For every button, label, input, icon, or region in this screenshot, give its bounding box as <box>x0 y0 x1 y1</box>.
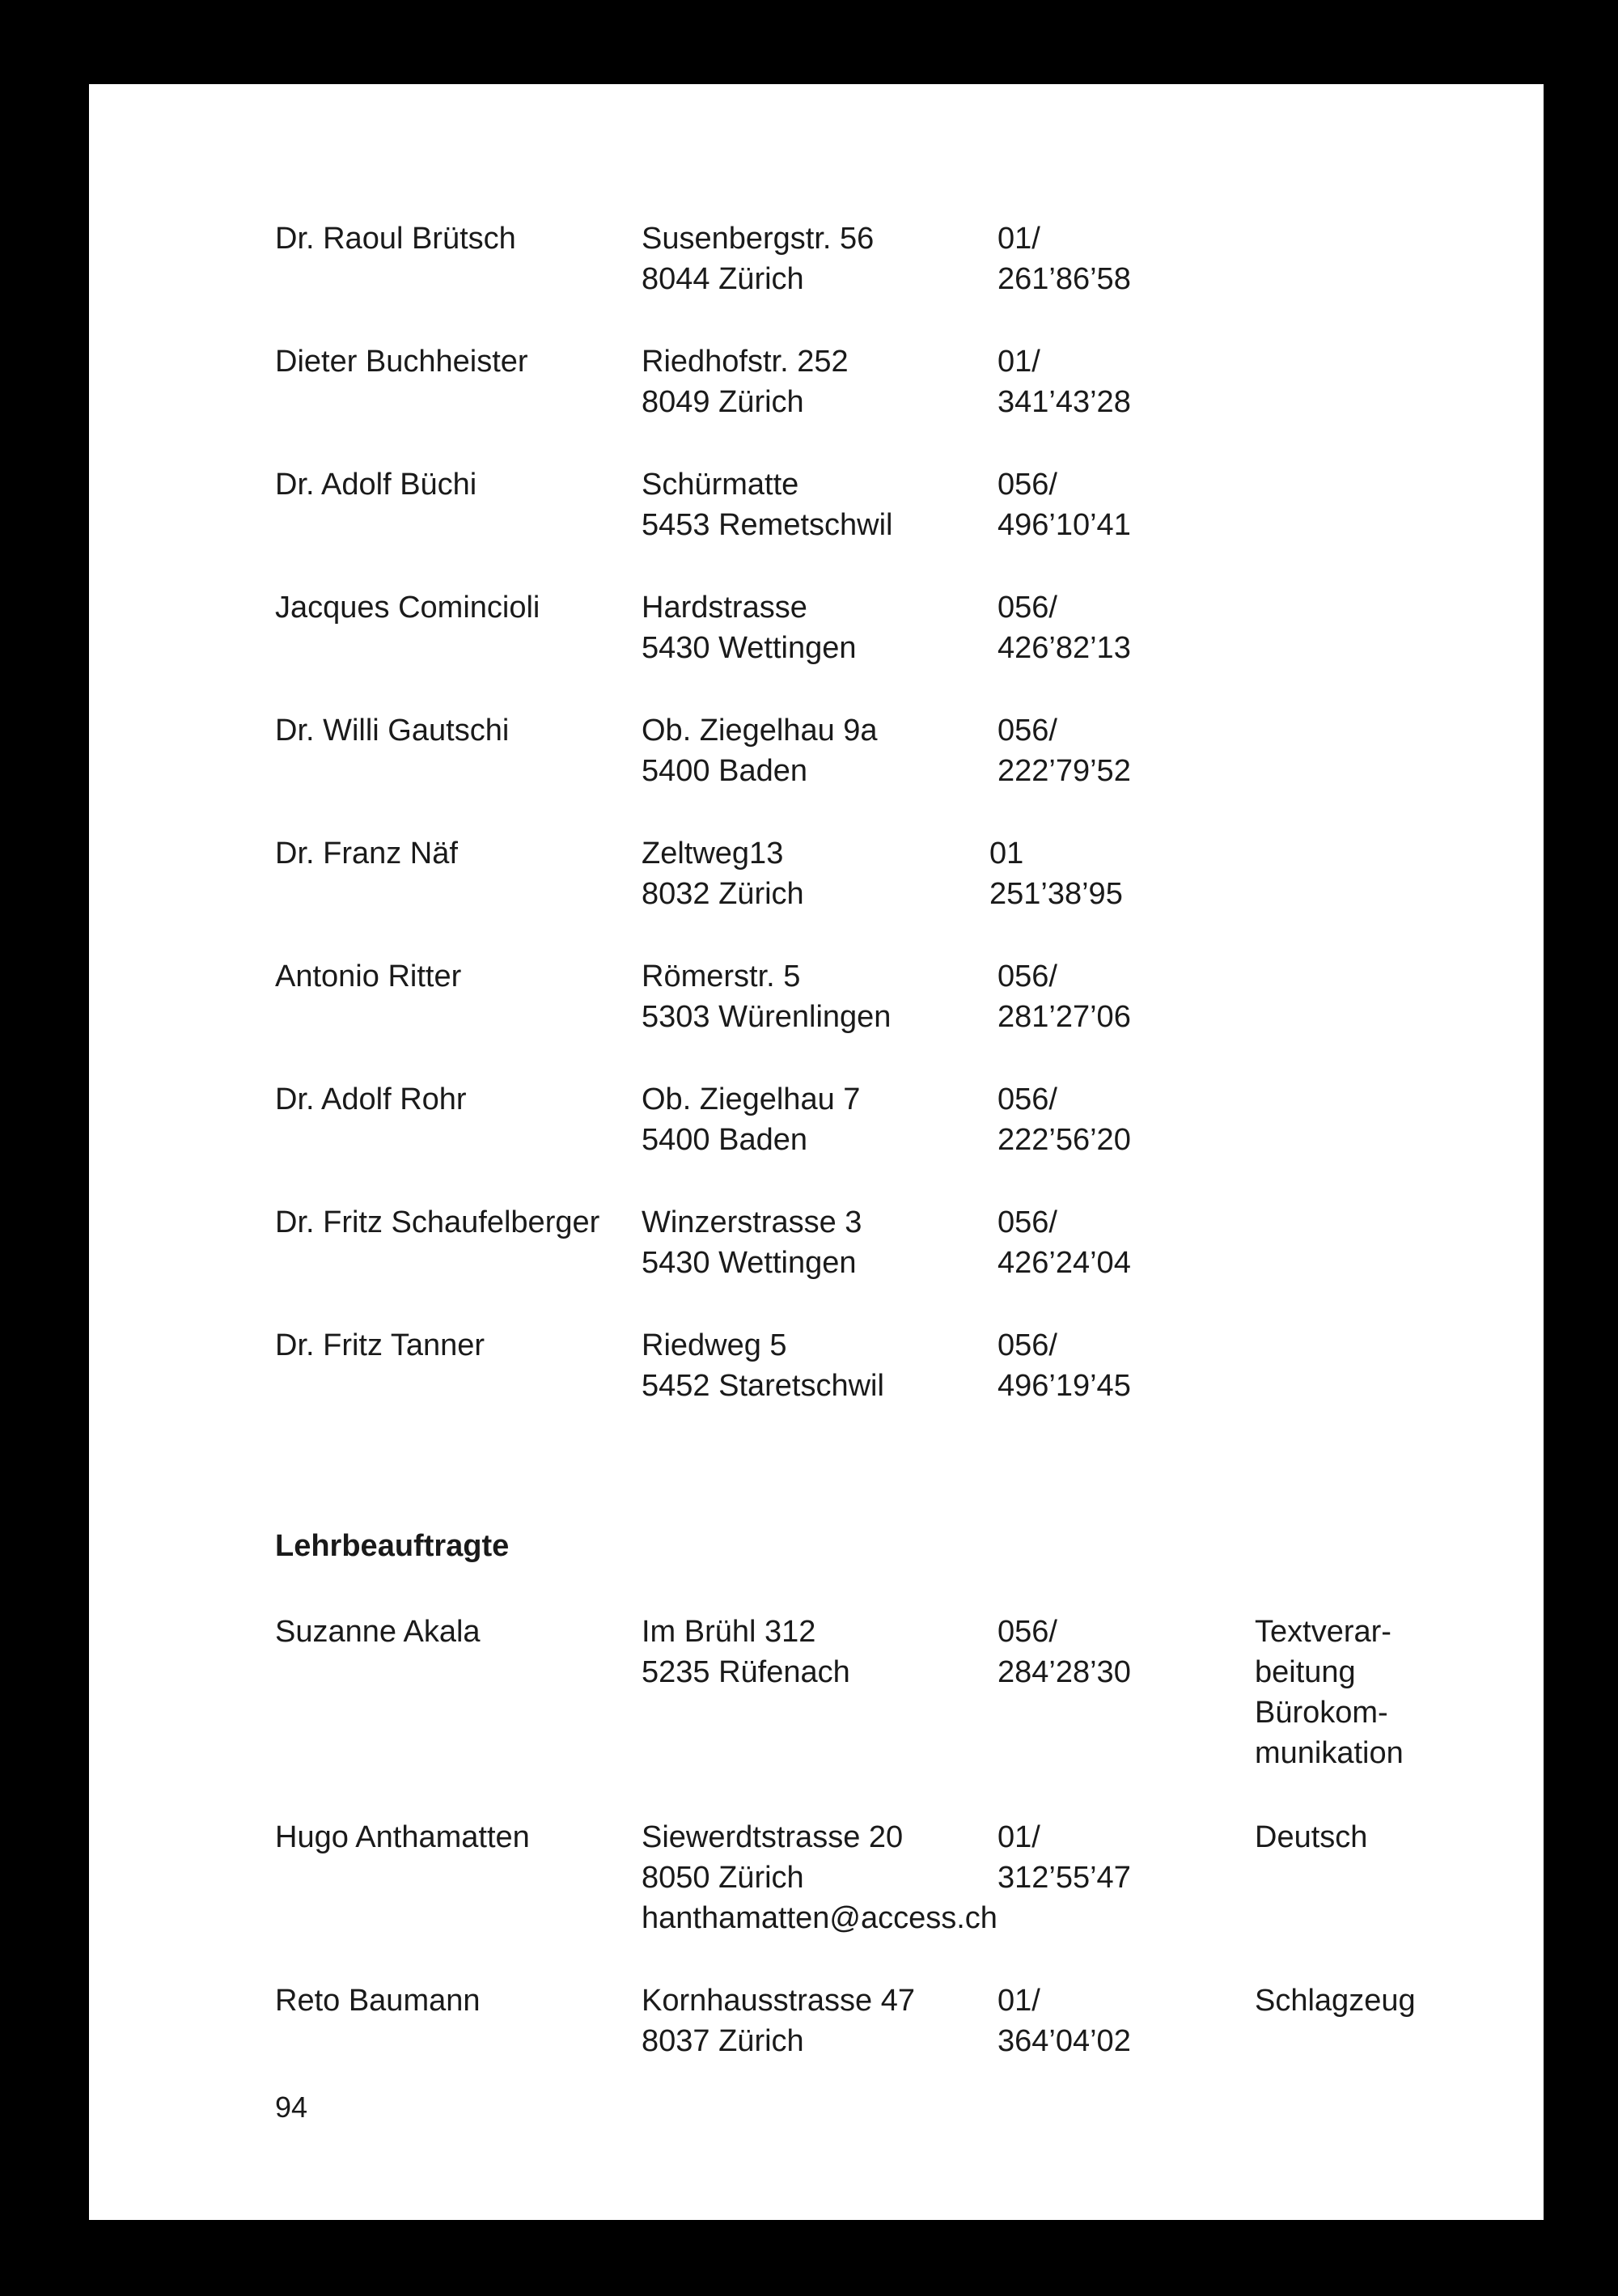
entry-city: 5400 Baden <box>642 1123 807 1157</box>
list-item <box>89 218 1544 307</box>
entry-city: 5452 Staretschwil <box>642 1369 884 1403</box>
entry-name: Jacques Comincioli <box>275 591 540 625</box>
entry-street: Ob. Ziegelhau 9a <box>642 714 878 748</box>
teacher-email: hanthamatten@access.ch <box>642 1901 997 1935</box>
teacher-area-code: 01/ <box>997 1820 1040 1854</box>
teacher-area-code: 056/ <box>997 1615 1057 1649</box>
entry-street: Zeltweg13 <box>642 837 784 871</box>
entry-area-code: 056/ <box>997 1082 1057 1116</box>
entry-city: 8044 Zürich <box>642 262 804 296</box>
entry-city: 5430 Wettingen <box>642 1246 857 1280</box>
teacher-subject: Bürokom- <box>1255 1696 1388 1730</box>
entry-street: Ob. Ziegelhau 7 <box>642 1082 861 1116</box>
list-item <box>89 1079 1544 1168</box>
teacher-city: 5235 Rüfenach <box>642 1655 850 1689</box>
page-number: 94 <box>275 2091 308 2124</box>
entry-street: Römerstr. 5 <box>642 959 801 993</box>
entry-name: Dr. Adolf Büchi <box>275 468 477 502</box>
entry-street: Susenbergstr. 56 <box>642 222 875 256</box>
teacher-street: Im Brühl 312 <box>642 1615 816 1649</box>
entry-street: Riedhofstr. 252 <box>642 345 849 379</box>
entry-phone: 281’27’06 <box>997 1000 1131 1034</box>
entry-name: Dr. Adolf Rohr <box>275 1082 467 1116</box>
teacher-street: Kornhausstrasse 47 <box>642 1984 915 2018</box>
teacher-area-code: 01/ <box>997 1984 1040 2018</box>
list-item <box>89 1817 1544 1947</box>
teacher-subject: beitung <box>1255 1655 1356 1689</box>
teacher-city: 8050 Zürich <box>642 1861 804 1895</box>
entry-street: Winzerstrasse 3 <box>642 1205 862 1239</box>
entry-area-code: 056/ <box>997 1328 1057 1362</box>
entry-area-code: 056/ <box>997 714 1057 748</box>
entry-city: 5453 Remetschwil <box>642 508 893 542</box>
entry-name: Dieter Buchheister <box>275 345 528 379</box>
teacher-phone: 364’04’02 <box>997 2024 1131 2058</box>
section-heading: Lehrbeauftragte <box>275 1529 510 1563</box>
entry-phone: 426’82’13 <box>997 631 1131 665</box>
entry-city: 8032 Zürich <box>642 877 804 911</box>
entry-area-code: 01/ <box>997 345 1040 379</box>
entry-phone: 222’79’52 <box>997 754 1131 788</box>
entry-city: 8049 Zürich <box>642 385 804 419</box>
list-item <box>89 1202 1544 1291</box>
teacher-name: Reto Baumann <box>275 1984 481 2018</box>
list-item <box>89 341 1544 430</box>
list-item <box>89 1325 1544 1414</box>
list-item <box>89 587 1544 676</box>
entry-name: Dr. Fritz Schaufelberger <box>275 1205 600 1239</box>
entry-name: Antonio Ritter <box>275 959 462 993</box>
entry-phone: 496’10’41 <box>997 508 1131 542</box>
entry-street: Riedweg 5 <box>642 1328 787 1362</box>
entry-phone: 496’19’45 <box>997 1369 1131 1403</box>
teacher-phone: 284’28’30 <box>997 1655 1131 1689</box>
document-page <box>89 84 1544 2220</box>
entry-phone: 222’56’20 <box>997 1123 1131 1157</box>
entry-area-code: 056/ <box>997 959 1057 993</box>
entry-area-code: 01/ <box>997 222 1040 256</box>
entry-street: Hardstrasse <box>642 591 807 625</box>
teacher-street: Siewerdtstrasse 20 <box>642 1820 904 1854</box>
list-item <box>89 833 1544 922</box>
teacher-subject: Schlagzeug <box>1255 1984 1416 2018</box>
entry-name: Dr. Willi Gautschi <box>275 714 510 748</box>
entry-area-code: 01 <box>989 837 1024 871</box>
list-item <box>89 464 1544 553</box>
teacher-subject: Textverar- <box>1255 1615 1391 1649</box>
entry-name: Dr. Raoul Brütsch <box>275 222 516 256</box>
entry-phone: 251’38’95 <box>989 877 1123 911</box>
entry-city: 5303 Würenlingen <box>642 1000 892 1034</box>
entry-city: 5400 Baden <box>642 754 807 788</box>
entry-area-code: 056/ <box>997 591 1057 625</box>
entry-phone: 341’43’28 <box>997 385 1131 419</box>
entry-street: Schürmatte <box>642 468 799 502</box>
teacher-name: Hugo Anthamatten <box>275 1820 530 1854</box>
teacher-phone: 312’55’47 <box>997 1861 1131 1895</box>
entry-phone: 261’86’58 <box>997 262 1131 296</box>
teacher-city: 8037 Zürich <box>642 2024 804 2058</box>
teacher-subject: Deutsch <box>1255 1820 1368 1854</box>
entry-name: Dr. Franz Näf <box>275 837 458 871</box>
list-item <box>89 1980 1544 2069</box>
teacher-name: Suzanne Akala <box>275 1615 481 1649</box>
entry-name: Dr. Fritz Tanner <box>275 1328 485 1362</box>
entry-area-code: 056/ <box>997 1205 1057 1239</box>
entry-area-code: 056/ <box>997 468 1057 502</box>
list-item <box>89 710 1544 799</box>
entry-phone: 426’24’04 <box>997 1246 1131 1280</box>
list-item <box>89 1612 1544 1781</box>
entry-city: 5430 Wettingen <box>642 631 857 665</box>
list-item <box>89 956 1544 1045</box>
teacher-subject: munikation <box>1255 1736 1404 1770</box>
